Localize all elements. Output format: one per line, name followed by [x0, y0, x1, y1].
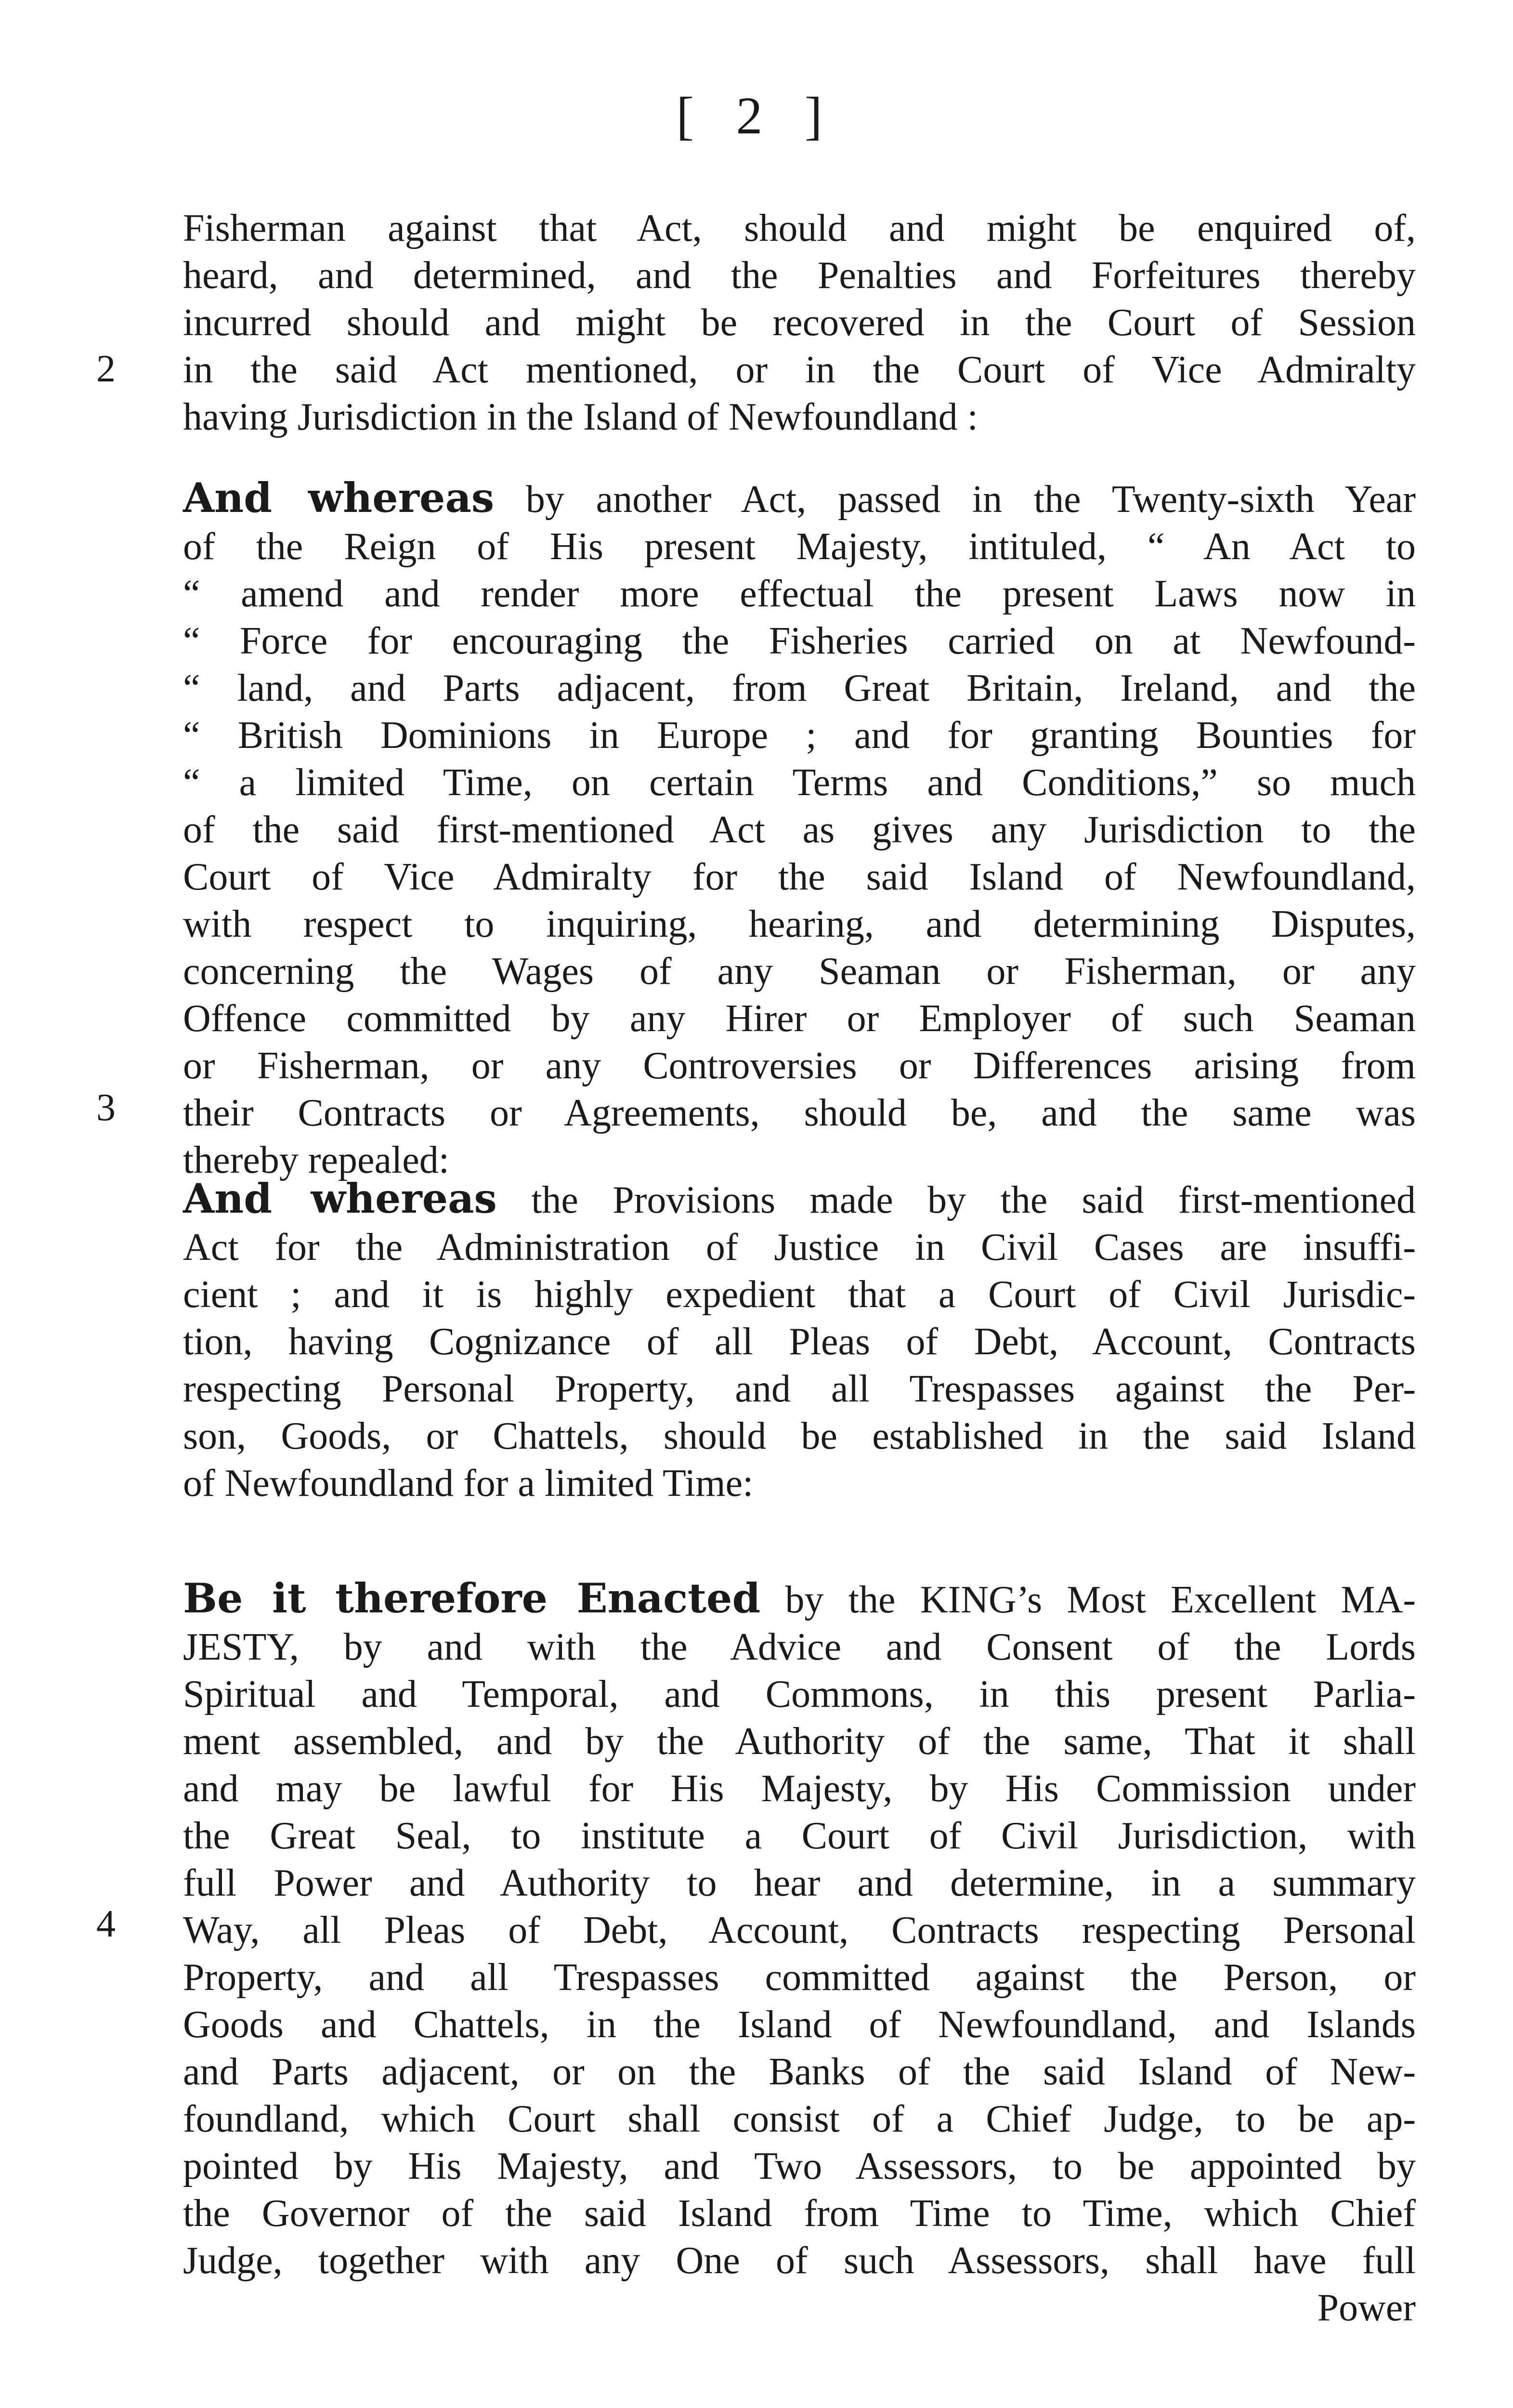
text-line: ment assembled, and by the Authority of the same, That it shall: [183, 1720, 1416, 1763]
text-line: “ Force for encouraging the Fisheries carried on at Newfound-: [183, 620, 1416, 662]
text-line: with respect to inquiring, hearing, and determining Disputes,: [183, 903, 1416, 945]
text-line: their Contracts or Agreements, should be, and the same was: [183, 1092, 1416, 1134]
text-line: of Newfoundland for a limited Time:: [183, 1462, 754, 1505]
blackletter-lead: And whereas: [183, 1175, 497, 1222]
text-line: Goods and Chattels, in the Island of Newfoundland, and Islands: [183, 2003, 1416, 2046]
paragraph: [183, 1575, 1416, 2331]
text-line: Court of Vice Admiralty for the said Island of Newfoundland,: [183, 856, 1416, 898]
paragraph: [183, 474, 1416, 1184]
text-line: having Jurisdiction in the Island of Newfoundland :: [183, 396, 978, 438]
page-number: [ 2 ]: [676, 86, 837, 145]
text-line: Judge, together with any One of such Assessors, shall have full: [183, 2239, 1416, 2282]
blackletter-lead: Be it therefore Enacted: [183, 1574, 761, 1622]
text-line-rest: by another Act, passed in the Twenty-sixth Year: [494, 478, 1416, 521]
text-line: “ a limited Time, on certain Terms and Conditions,” so much: [183, 761, 1416, 804]
text-line: [183, 1575, 1416, 1623]
paragraph: [183, 1175, 1416, 1507]
margin-number: 3: [96, 1086, 116, 1129]
text-line: heard, and determined, and the Penalties and Forfeitures thereby: [183, 254, 1416, 297]
text-line: Property, and all Trespasses committed against the Person, or: [183, 1956, 1416, 1999]
text-line: thereby repealed:: [183, 1139, 450, 1181]
text-line: of the Reign of His present Majesty, intituled, “ An Act to: [183, 525, 1416, 568]
text-line: Act for the Administration of Justice in Civil Cases are insuffi-: [183, 1226, 1416, 1269]
catchword: Power: [1317, 2287, 1416, 2329]
margin-number: 2: [96, 348, 116, 390]
text-line: pointed by His Majesty, and Two Assessors, to be appointed by: [183, 2145, 1416, 2187]
text-line: Spiritual and Temporal, and Commons, in this present Parlia-: [183, 1673, 1416, 1715]
text-line: tion, having Cognizance of all Pleas of Debt, Account, Contracts: [183, 1321, 1416, 1363]
text-line: or Fisherman, or any Controversies or Differences arising from: [183, 1045, 1416, 1087]
text-line: [183, 1175, 1416, 1224]
paragraph: [183, 205, 1416, 441]
text-line: and may be lawful for His Majesty, by His Commission under: [183, 1767, 1416, 1810]
text-line: the Governor of the said Island from Time to Time, which Chief: [183, 2192, 1416, 2235]
text-line: “ amend and render more effectual the present Laws now in: [183, 573, 1416, 615]
text-line-rest: the Provisions made by the said first-mentioned: [496, 1179, 1416, 1221]
text-line: Fisherman against that Act, should and might be enquired of,: [183, 207, 1416, 249]
text-line: incurred should and might be recovered in the Court of Session: [183, 301, 1416, 344]
text-line: Offence committed by any Hirer or Employer of such Seaman: [183, 997, 1416, 1040]
text-line: “ British Dominions in Europe ; and for granting Bounties for: [183, 714, 1416, 757]
text-line: Way, all Pleas of Debt, Account, Contracts respecting Personal: [183, 1909, 1416, 1951]
text-line: JESTY, by and with the Advice and Consent of the Lords: [183, 1626, 1416, 1668]
margin-number: 4: [96, 1903, 116, 1945]
text-line: [183, 474, 1416, 523]
text-line: concerning the Wages of any Seaman or Fisherman, or any: [183, 950, 1416, 993]
text-line: foundland, which Court shall consist of a Chief Judge, to be ap-: [183, 2098, 1416, 2140]
blackletter-lead: And whereas: [183, 474, 495, 522]
text-line: and Parts adjacent, or on the Banks of the said Island of New-: [183, 2051, 1416, 2093]
text-line: cient ; and it is highly expedient that a Court of Civil Jurisdic-: [183, 1273, 1416, 1316]
text-line: respecting Personal Property, and all Trespasses against the Per-: [183, 1368, 1416, 1410]
text-line: son, Goods, or Chattels, should be established in the said Island: [183, 1415, 1416, 1457]
text-line: the Great Seal, to institute a Court of Civil Jurisdiction, with: [183, 1815, 1416, 1857]
text-line: in the said Act mentioned, or in the Court of Vice Admiralty: [183, 349, 1416, 391]
text-line: full Power and Authority to hear and determine, in a summary: [183, 1862, 1416, 1904]
text-line: of the said first-mentioned Act as gives any Jurisdiction to the: [183, 809, 1416, 851]
text-line-rest: by the KING’s Most Excellent MA-: [760, 1579, 1416, 1621]
text-line: “ land, and Parts adjacent, from Great Britain, Ireland, and the: [183, 667, 1416, 709]
